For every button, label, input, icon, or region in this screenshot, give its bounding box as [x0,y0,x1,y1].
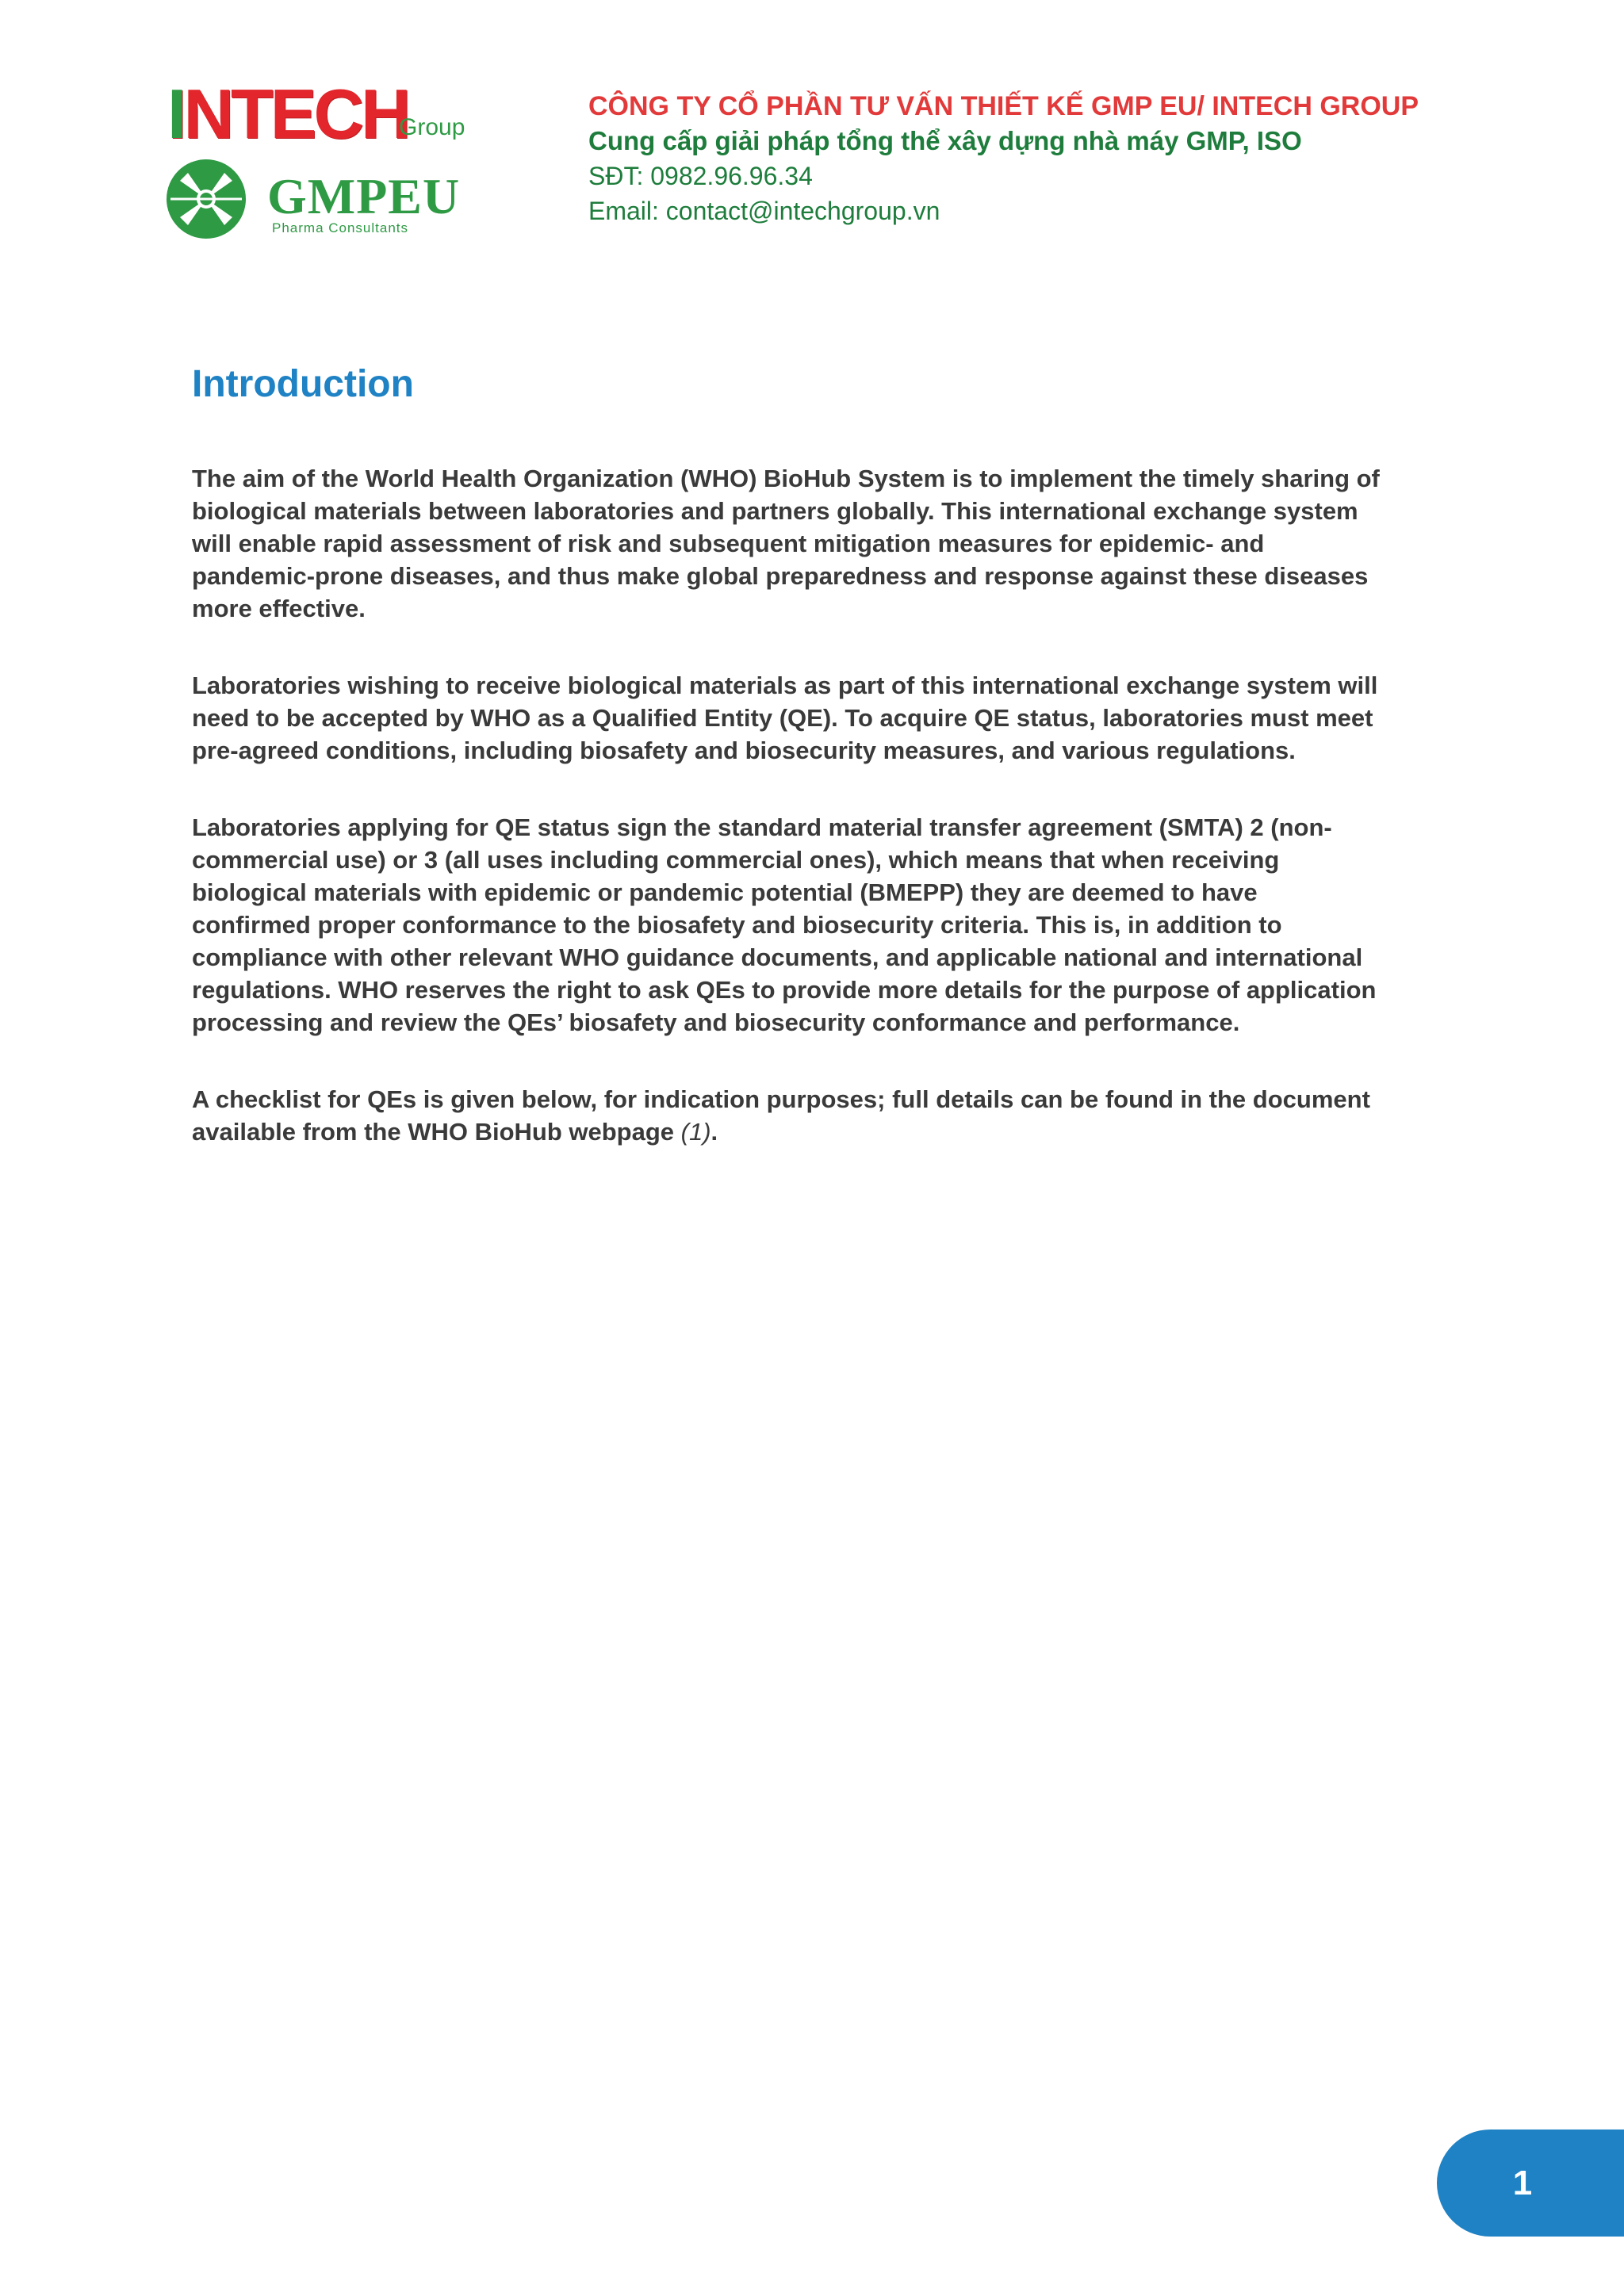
gmpeu-logo-text: GMPEU [267,168,461,224]
page-number: 1 [1512,2164,1533,2202]
paragraph-4-end: . [710,1118,718,1146]
intech-logo-text: NTECH [183,75,408,153]
section-title: Introduction [192,363,414,405]
company-phone: SĐT: 0982.96.96.34 [588,162,813,190]
company-slogan: Cung cấp giải pháp tổng thể xây dựng nhà máy GMP, ISO [588,126,1302,155]
page-header [0,0,1624,262]
company-name: CÔNG TY CỔ PHẦN TƯ VẤN THIẾT KẾ GMP EU/ INTECH GROUP [588,91,1419,121]
citation-reference: (1) [680,1118,711,1146]
page-number-tab [1437,2130,1624,2237]
paragraph-4 [192,1083,1381,1148]
main-content [192,361,1381,1192]
paragraph-2: Laboratories wishing to receive biological materials as part of this international exchange system will need to be accepted by WHO as a Qualified Entity (QE). To acquire QE status, laboratories must meet pre-agreed conditions, including biosafety and biosecurity measures, and various regulations. [192,672,1378,764]
company-logos [163,75,465,250]
intech-group-text: Group [399,114,465,140]
intech-logo-i: I [167,75,184,153]
paragraph-4-text: A checklist for QEs is given below, for indication purposes; full details can be found in the document available from the WHO BioHub webpage [192,1085,1370,1146]
gmpeu-emblem-icon [164,157,248,241]
pharma-consultants-text: Pharma Consultants [272,220,409,235]
company-email: Email: contact@intechgroup.vn [588,197,940,225]
intech-logo [167,75,408,153]
company-info [588,89,1588,228]
paragraph-3: Laboratories applying for QE status sign the standard material transfer agreement (SMTA) 2 (non-commercial use) or 3 (all uses including commercial ones), which means that when receiving biological materials with epidemic or pandemic potential (BMEPP) they are deemed to have confirmed proper conformance to the biosafety and biosecurity criteria. This is, in addition to compliance with other relevant WHO guidance documents, and applicable national and international regulations. WHO reserves the right to ask QEs to provide more details for the purpose of application processing and review the QEs’ biosafety and biosecurity conformance and performance. [192,813,1377,1036]
paragraph-1: The aim of the World Health Organization (WHO) BioHub System is to implement the timely sharing of biological materials between laboratories and partners globally. This international exchange system will enable rapid assessment of risk and subsequent mitigation measures for epidemic- and pandemic-prone diseases, and thus make global preparedness and response against these diseases more effective. [192,465,1380,622]
